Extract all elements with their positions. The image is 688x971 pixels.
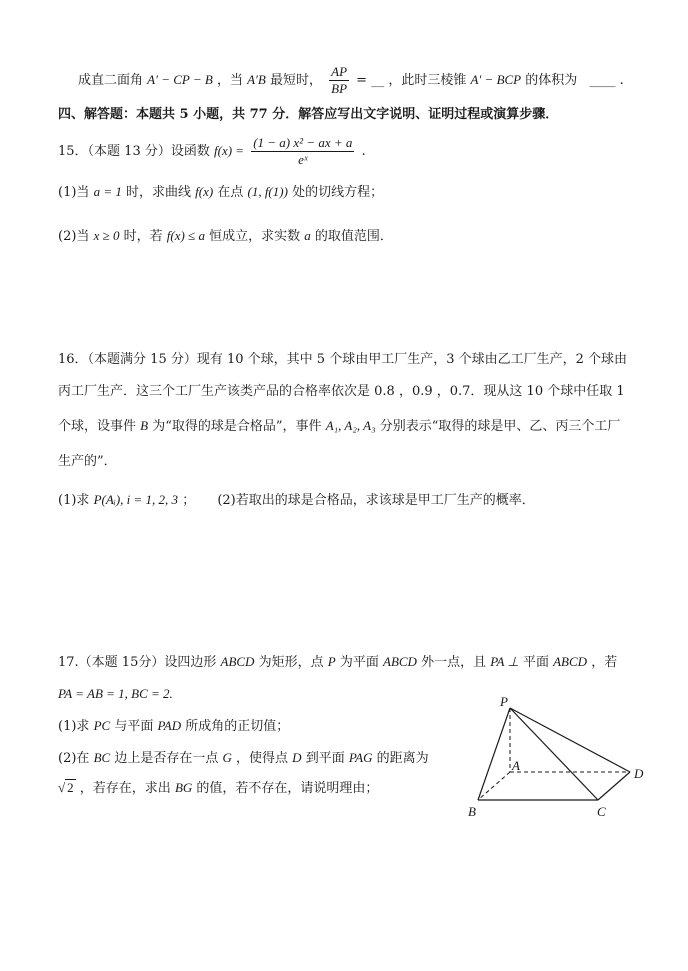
q16-p2: (2)若取出的球是合格品，求该球是甲工厂生产的概率． [217,493,535,508]
q17-pad: PAD [157,718,182,733]
q15-p2-pre: (2)当 [58,229,90,244]
edge-cd [598,772,630,800]
q15-p1-pre: (1)当 [58,185,90,200]
q17-p1-post: 所成角的正切值； [185,719,290,734]
q15-p1-point: (1, f(1)) [247,184,288,199]
q16-events-a: A₁, A₂, A₃ [325,418,376,433]
q16-line2: 丙工厂生产．这三个工厂生产该类产品的合格率依次是 0.8 ，0.9 ，0.7．现从这 10 个球中任取 1 [58,384,625,399]
q17-bc: BC [93,750,111,765]
q15-p1-f: f(x) [195,184,214,199]
q17-p2b-mid: ，若存在，求出 [79,781,171,796]
edge-pc [510,708,598,800]
q17-line1 [58,652,617,673]
equals-sign: = [356,73,368,88]
q17-mid: 为矩形，点 [258,655,324,670]
tetrahedron-label: A′ − BCP [470,72,522,87]
label-d: D [634,766,644,781]
q15-p2-ineq: f(x) ≤ a [166,228,205,243]
sqrt-two [58,779,76,795]
q17-pag: PAG [348,750,373,765]
q17-p2-mid2: ，使得点 [236,751,289,766]
segment-label: A′B [247,72,266,87]
q17-abcd-2: ABCD [383,654,417,669]
q16-p1-pre: (1)求 [58,493,90,508]
q16-line3 [58,416,620,437]
q17-part1 [58,716,289,737]
q15-part2 [58,226,393,247]
edge-pb [478,708,510,800]
q16-p1-sep: ； [182,493,196,508]
edge-pd [510,708,630,772]
q15-p1-cond: a = 1 [93,184,122,199]
sqrt-symbol: √ [58,780,66,795]
q15-p1-mid2: 在点 [217,185,244,200]
label-a: A [512,758,520,773]
q17-abcd: ABCD [220,654,255,669]
q17-p2-mid: 边上是否存在一点 [114,751,219,766]
q15-p1-mid: 时，求曲线 [125,185,191,200]
answer-blank-2: ____ [589,73,616,88]
label-p: P [500,694,508,709]
q17-bg: BG [174,780,193,795]
q17-pre: 17.（本题 15分）设四边形 [58,655,217,670]
q15-p2-end: 的取值范围． [314,229,393,244]
dihedral-angle: A′ − CP − B [147,72,213,87]
q17-p2-pre: (2)在 [58,751,90,766]
top-mid2: 最短时， [269,73,322,88]
q15-p1-post: 处的切线方程； [292,185,384,200]
q17-p1-pre: (1)求 [58,719,90,734]
q17-d: D [292,750,302,765]
q17-perp: PA ⊥ [490,654,519,669]
q17-mid2: 为平面 [339,655,379,670]
top-post: ，此时三棱锥 [388,73,467,88]
q15-p2-cond: x ≥ 0 [93,228,120,243]
q16-parts [58,490,535,511]
q17-pc: PC [93,718,111,733]
fraction-denominator: BP [331,81,348,96]
sqrt-radicand: 2 [67,780,74,795]
q16-line3-post: 分别表示“取得的球是甲、乙、丙三个工厂 [379,419,621,434]
q17-abcd-3: ABCD [553,654,588,669]
label-b: B [468,804,476,819]
q17-point-p: P [327,654,336,669]
top-pre: 成直二面角 [78,73,144,88]
ratio-fraction [329,64,349,97]
top-mid: ，当 [216,73,243,88]
q15-head: 15．（本题 13 分）设函数 [58,144,210,159]
fraction-numerator: AP [331,64,348,79]
q16-line3-pre: 个球，设事件 [58,419,137,434]
q15-p2-post: 恒成立，求实数 [209,229,301,244]
section-heading: 四、解答题：本题共 5 小题，共 77 分．解答应写出文字说明、证明过程或演算步骤． [58,107,559,122]
q15-function: f(x) = [214,143,245,158]
answer-blank-1: __ [371,73,385,88]
q15-stem [58,133,366,170]
q15-part1 [58,182,383,203]
q17-part2 [58,748,429,769]
top-post2: 的体积为 [525,73,578,88]
q15-p2-mid: 时，若 [123,229,163,244]
edge-ab-hidden [478,772,510,800]
q17-p2-post: 的距离为 [376,751,429,766]
q15-fraction [251,135,354,168]
q17-p1-mid: 与平面 [114,719,154,734]
q17-line2: PA = AB = 1, BC = 2. [58,686,173,701]
q17-part2-cont [58,778,378,799]
q15-p2-a: a [304,228,311,243]
q17-p2-mid3: 到平面 [305,751,345,766]
q16-line1: 16．（本题满分 15 分）现有 10 个球，其中 5 个球由甲工厂生产，3 个球由乙工厂生产，2 个球由 [58,352,627,367]
q15-numerator: (1 − a) x² − ax + a [253,135,353,150]
top-end: . [619,73,624,88]
label-c: C [597,804,606,819]
top-line [78,62,624,99]
q15-denominator: eˣ [298,152,308,167]
q16-line3-mid: 为“取得的球是合格品”，事件 [152,419,322,434]
q17-mid3: 外一点，且 [421,655,487,670]
q15-end: . [361,144,366,159]
q17-end: ，若 [591,655,618,670]
q16-p1-expr: P(Aᵢ), i = 1, 2, 3 [93,492,179,507]
q16-event-b: B [140,418,149,433]
q16-line4: 生产的”． [58,454,117,469]
q17-g: G [222,750,232,765]
q17-mid4: 平面 [522,655,549,670]
q17-p2b-post: 的值，若不存在，请说明理由； [196,781,379,796]
